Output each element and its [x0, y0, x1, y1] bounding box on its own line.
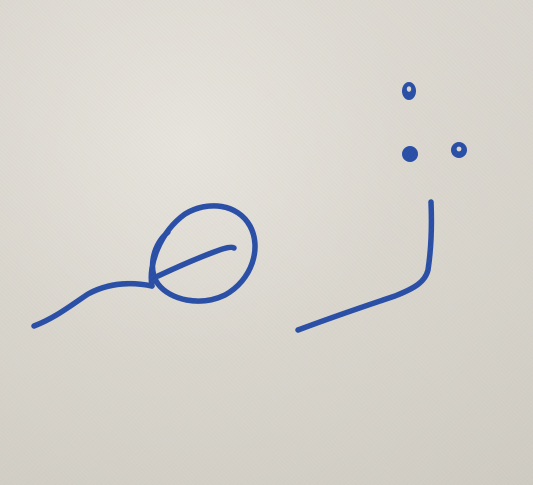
ink-inner-stroke	[158, 247, 234, 276]
right-word-text: ثـر	[380, 470, 382, 471]
ink-dot-left	[402, 146, 418, 162]
left-word-text: ـهـر	[140, 470, 142, 471]
ink-dot-top	[402, 82, 416, 100]
ink-dot-right	[451, 142, 467, 158]
ink-base-stroke	[298, 202, 431, 330]
handwritten-word-left	[34, 206, 255, 326]
handwritten-word-right	[298, 202, 431, 330]
ink-loop-stroke	[151, 206, 255, 301]
three-dots	[402, 82, 467, 162]
ink-tail-stroke	[34, 284, 152, 326]
